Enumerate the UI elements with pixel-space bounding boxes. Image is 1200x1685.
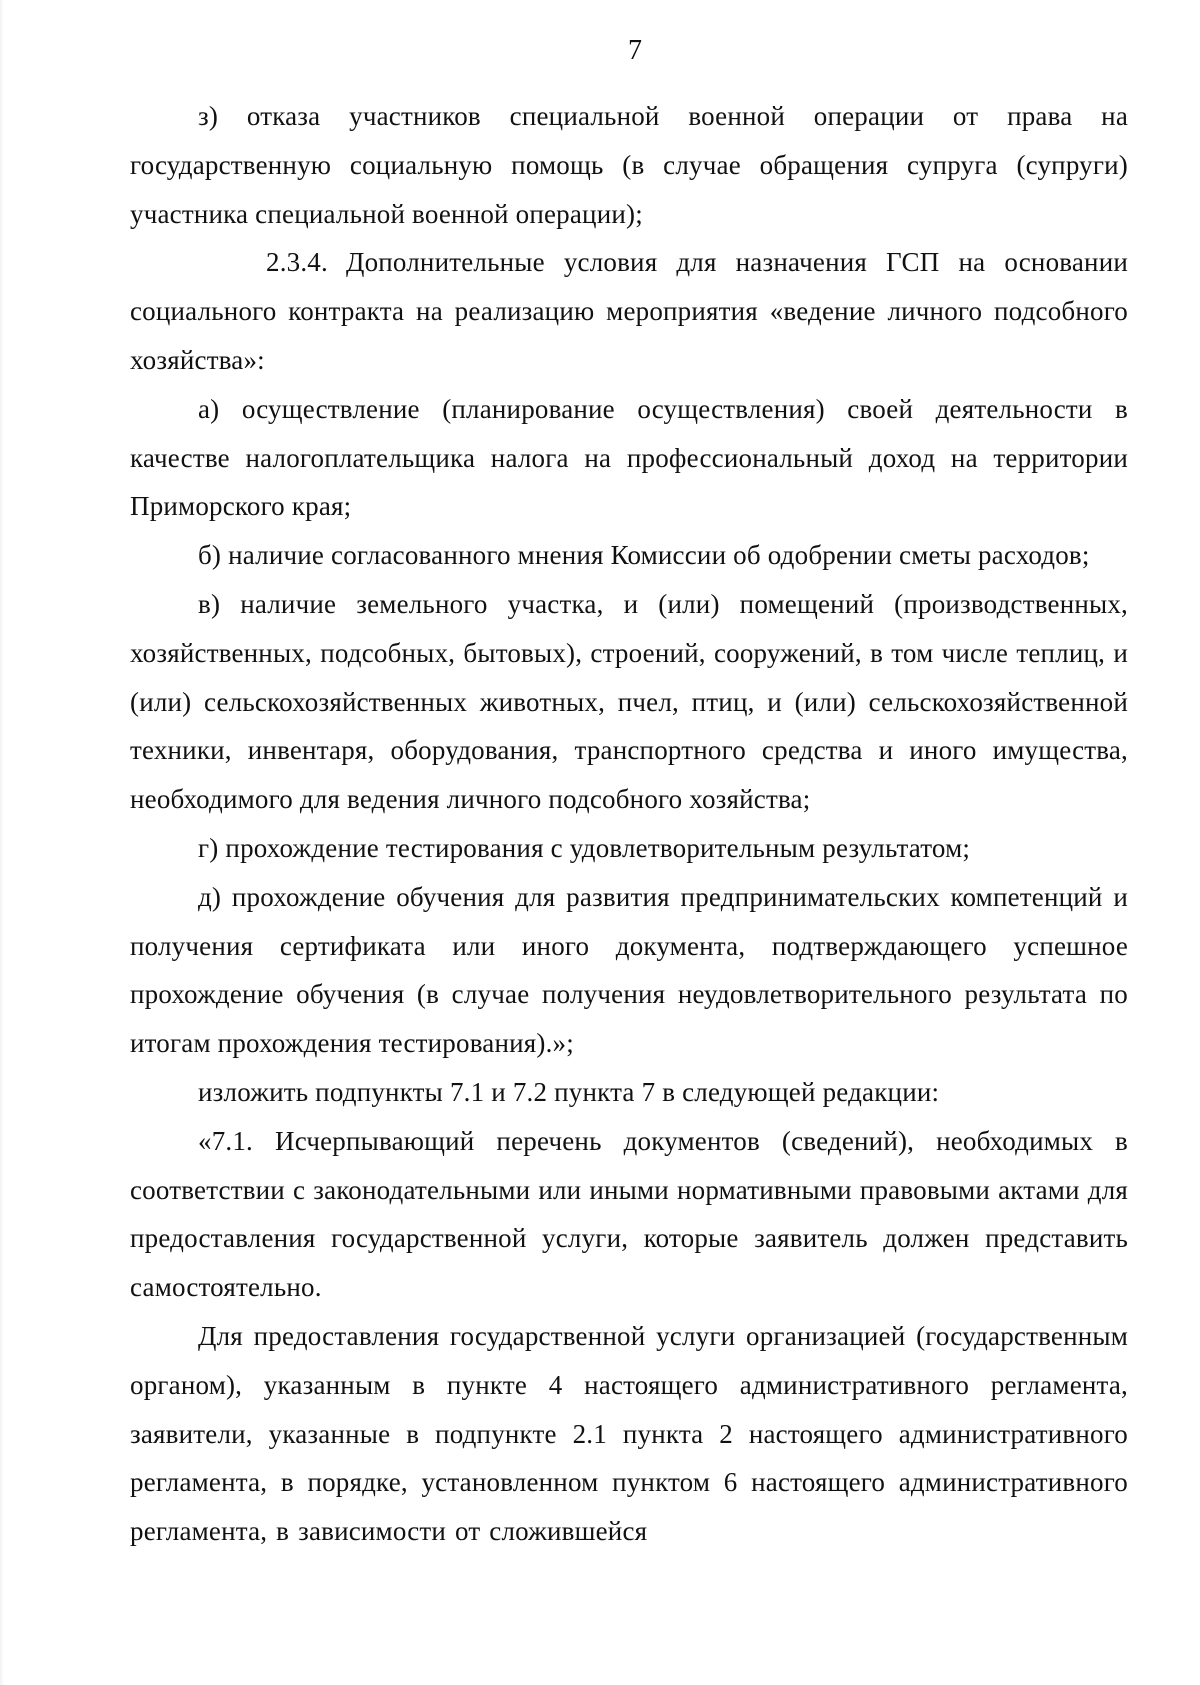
paragraph-g: г) прохождение тестирования с удовлетворительным результатом;: [198, 832, 971, 863]
paragraph-v: в) наличие земельного участка, и (или) помещений (производственных, хозяйственных, подсобных, бытовых), строений, сооружений, в том числе теплиц, и (или) сельскохозяйственных животных, пчел, птиц, и (или) сельскохозяйственной техники, инвентаря, оборудования, транспортного средства и иного имущества, необходимого для ведения личного подсобного хозяйства;: [130, 588, 1128, 815]
clause-number: 2.3.4.: [266, 247, 328, 278]
scan-edge: [0, 0, 4, 1685]
paragraph-dlya: Для предоставления государственной услуги организацией (государственным органом), указанным в пункте 4 настоящего административного регламента, заявители, указанные в подпункте 2.1 пункта 2 настоящего административного регламента, в порядке, установленном пунктом 6 настоящего административного регламента, в зависимости от сложившейся: [130, 1320, 1128, 1547]
clause-text: Дополнительные условия для назначения ГСП на основании социального контракта на реализацию мероприятия «ведение личного подсобного хозяйства»:: [130, 247, 1128, 375]
paragraph-d: д) прохождение обучения для развития предпринимательских компетенций и получения сертификата или иного документа, подтверждающего успешное прохождение обучения (в случае получения неудовлетворительного результата по итогам прохождения тестирования).»;: [130, 881, 1128, 1059]
page-number: 7: [628, 35, 642, 66]
paragraph-2-3-4: [130, 238, 1128, 384]
paragraph-a: а) осуществление (планирование осуществления) своей деятельности в качестве налогоплательщика налога на профессиональный доход на территории Приморского края;: [130, 393, 1128, 522]
document-body: [130, 92, 1128, 1556]
paragraph-b: б) наличие согласованного мнения Комиссии об одобрении сметы расходов;: [198, 540, 1090, 571]
paragraph-izlozhit: изложить подпункты 7.1 и 7.2 пункта 7 в следующей редакции:: [198, 1076, 940, 1107]
paragraph-7-1: «7.1. Исчерпывающий перечень документов (сведений), необходимых в соответствии с законодательными или иными нормативными правовыми актами для предоставления государственной услуги, которые заявитель должен представить самостоятельно.: [130, 1125, 1128, 1303]
paragraph-z: з) отказа участников специальной военной операции от права на государственную социальную помощь (в случае обращения супруга (супруги) участника специальной военной операции);: [130, 101, 1128, 229]
